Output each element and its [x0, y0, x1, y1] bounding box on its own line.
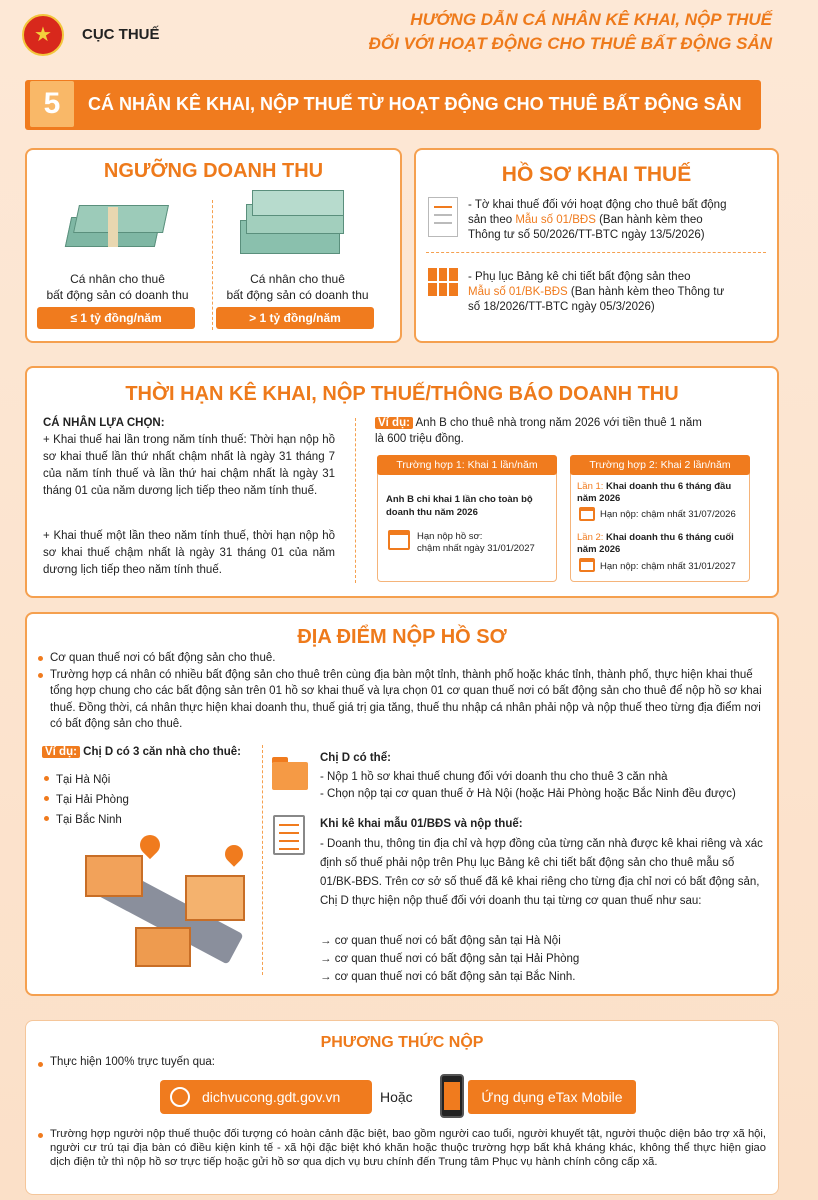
- can-item-2: - Chọn nộp tại cơ quan thuế ở Hà Nội (hoặc Hải Phòng hoặc Bắc Ninh đều được): [320, 788, 736, 800]
- form-title: Khi kê khai mẫu 01/BĐS và nộp thuế:: [320, 818, 523, 830]
- dossier-item1-suffix: (Ban hành kèm theo: [595, 214, 703, 226]
- case2-first-text: Khai doanh thu 6 tháng đầu năm 2026: [577, 481, 732, 504]
- threshold-right-text-1: Cá nhân cho thuê: [250, 272, 345, 286]
- table-grid-icon: [428, 268, 458, 296]
- arrow-icon: →: [320, 935, 335, 947]
- form-text: - Doanh thu, thông tin địa chỉ và hợp đồng của từng căn nhà được kê khai riêng và xác định số thuế phải nộp trên Phụ lục Bảng kê chi tiết bất động sản cho thuê mẫu số 01/BK-BĐS. Trên cơ sở số thuế đã kê khai riêng cho từng địa chỉ nơi có bất động sản, Chị D thực hiện nộp thuế đối với doanh thu tại từng cơ quan thuế như sau:: [320, 838, 763, 907]
- folder-icon: [272, 757, 308, 791]
- deadline-title: THỜI HẠN KÊ KHAI, NỘP THUẾ/THÔNG BÁO DOANH THU: [125, 383, 679, 405]
- form-01-bds-link: Mẫu số 01/BĐS: [515, 214, 596, 226]
- office-text: cơ quan thuế nơi có bất động sản tại Hải Phòng: [334, 953, 580, 965]
- case2-title: Trường hợp 2: Khai 2 lần/năm: [570, 455, 750, 475]
- dossier-item2-line2: [468, 285, 768, 300]
- threshold-left-text-2: bất động sản có doanh thu: [46, 288, 189, 302]
- threshold-left-text-1: Cá nhân cho thuê: [70, 272, 165, 286]
- globe-icon: [170, 1087, 190, 1107]
- can-item-1: - Nộp 1 hồ sơ khai thuế chung đối với doanh thu cho thuê 3 căn nhà: [320, 771, 668, 783]
- threshold-divider: [212, 200, 213, 330]
- header-title-2: ĐỐI VỚI HOẠT ĐỘNG CHO THUÊ BẤT ĐỘNG SẢN: [368, 34, 772, 53]
- location-title: ĐỊA ĐIỂM NỘP HỒ SƠ: [297, 626, 507, 648]
- city-list: [42, 770, 129, 830]
- deadline-option-one: + Khai thuế một lần theo năm tính thuế, thời hạn nộp hồ sơ khai thuế chậm nhất là ngày 31 tháng 01 của năm dương lịch tiếp theo năm tính thuế.: [43, 530, 335, 576]
- document-icon: [428, 197, 458, 237]
- dossier-item2-line1: - Phụ lục Bảng kê chi tiết bất động sản theo: [468, 271, 691, 283]
- threshold-right-text-2: bất động sản có doanh thu: [226, 288, 369, 302]
- location-example: [42, 746, 241, 758]
- location-divider: [262, 745, 263, 975]
- office-list: [320, 932, 579, 986]
- case1-due-2: chậm nhất ngày 31/01/2027: [417, 543, 535, 554]
- dossier-item1-line2: [468, 213, 768, 228]
- dichvucong-link[interactable]: [160, 1080, 372, 1114]
- case2-second-text: Khai doanh thu 6 tháng cuối năm 2026: [577, 532, 734, 555]
- location-bullet-2: Trường hợp cá nhân có nhiều bất động sản cho thuê trên cùng địa bàn một tỉnh, thành phố hoặc khác tỉnh, thành phố, thực hiện khai thuế tổng hợp chung cho các bất động sản trên 01 hồ sơ khai thuế và lựa chọn 01 cơ quan thuế nơi có bất động sản cho thuê để nộp hồ sơ khai thuế. Đồng thời, cá nhân thực hiện khai doanh thu, thuế giá trị gia tăng, thuế thu nhập cá nhân phải nộp và nộp thuế theo từng địa điểm nơi có bất động sản cho thuê.: [36, 667, 772, 733]
- office-item: [320, 968, 579, 986]
- phone-icon: [440, 1074, 464, 1118]
- agency-name: CỤC THUẾ: [82, 26, 160, 43]
- case1-text: Anh B chỉ khai 1 lần cho toàn bộ doanh thu năm 2026: [386, 494, 533, 518]
- case1-due-1: Hạn nộp hồ sơ:: [417, 531, 483, 542]
- location-bullets: [36, 650, 772, 733]
- dossier-divider: [426, 252, 766, 253]
- header-title-1: HƯỚNG DẪN CÁ NHÂN KÊ KHAI, NỘP THUẾ: [410, 10, 772, 29]
- threshold-right-pill: > 1 tỷ đồng/năm: [216, 307, 374, 329]
- case2-first-tag: Lần 1:: [577, 481, 604, 492]
- case2-due-1: Hạn nộp: chậm nhất 31/07/2026: [600, 509, 736, 520]
- dossier-item2-suffix: (Ban hành kèm theo Thông tư: [567, 286, 725, 298]
- example-text-2: là 600 triệu đồng.: [375, 433, 464, 445]
- calendar-icon: [579, 507, 595, 521]
- payment-special-text: Trường hợp người nộp thuế thuộc đối tượng có hoàn cảnh đặc biệt, bao gồm người cao tuổi, người khuyết tật, người thuộc diện bảo trợ xã hội, người cư trú tại địa bàn có điều kiện kinh tế - xã hội đặc biệt khó khăn hoặc thuộc trường hợp bất khả kháng khác, không thể thực hiện giao dịch điện tử thì nộp hồ sơ trực tiếp hoặc gửi hồ sơ qua dịch vụ bưu chính đến Trung tâm Phục vụ hành chính công cấp xã.: [36, 1127, 766, 1169]
- deadline-choice-label: CÁ NHÂN LỰA CHỌN:: [43, 417, 165, 429]
- or-text: Hoặc: [380, 1089, 413, 1105]
- money-large-image: [240, 190, 350, 260]
- case2-due-2: Hạn nộp: chậm nhất 31/01/2027: [600, 561, 736, 572]
- deadline-option-two: + Khai thuế hai lần trong năm tính thuế: Thời hạn nộp hồ sơ khai thuế lần thứ nhất chậm nhất là ngày 31 tháng 7 của năm tính thuế và lần thứ hai chậm nhất là ngày 31 tháng 01 của năm dương lịch tiếp theo năm tính thuế.: [43, 434, 335, 497]
- deadline-example: [375, 415, 770, 447]
- city-item: Tại Bắc Ninh: [42, 810, 129, 830]
- office-text: cơ quan thuế nơi có bất động sản tại Bắc Ninh.: [334, 971, 576, 983]
- dossier-item1-line1: - Tờ khai thuế đối với hoạt động cho thuê bất động: [468, 199, 727, 211]
- dossier-title: HỒ SƠ KHAI THUẾ: [501, 163, 692, 186]
- arrow-icon: →: [320, 971, 335, 983]
- section-title: CÁ NHÂN KÊ KHAI, NỘP THUẾ TỪ HOẠT ĐỘNG CHO THUÊ BẤT ĐỘNG SẢN: [88, 94, 742, 114]
- form-01-bk-bds-link: Mẫu số 01/BK-BĐS: [468, 286, 568, 298]
- location-example-text: Chị D có 3 căn nhà cho thuê:: [79, 746, 241, 758]
- dossier-item1-prefix: sản theo: [468, 214, 516, 226]
- calendar-icon: [388, 530, 410, 550]
- threshold-title: NGƯỠNG DOANH THU: [103, 160, 324, 182]
- dossier-item2-line3: số 18/2026/TT-BTC ngày 05/3/2026): [468, 301, 655, 313]
- can-title: Chị D có thể:: [320, 752, 391, 764]
- payment-online-text: Thực hiện 100% trực tuyến qua:: [36, 1056, 215, 1068]
- emblem-logo: [22, 14, 64, 56]
- city-item: Tại Hải Phòng: [42, 790, 129, 810]
- payment-title: PHƯƠNG THỨC NỘP: [320, 1034, 484, 1051]
- etax-app-button[interactable]: Ứng dụng eTax Mobile: [468, 1080, 636, 1114]
- example-tag: Ví dụ:: [375, 417, 413, 429]
- location-bullet-1: Cơ quan thuế nơi có bất động sản cho thuê.: [36, 650, 772, 667]
- payment-bullet-1: [36, 1056, 215, 1068]
- office-item: [320, 932, 579, 950]
- case2-second: [577, 532, 747, 556]
- dossier-item1-line3: Thông tư số 50/2026/TT-BTC ngày 13/5/2026): [468, 229, 705, 241]
- star-icon: ★: [34, 24, 52, 46]
- case2-second-tag: Lần 2:: [577, 532, 604, 543]
- example-tag: Ví dụ:: [42, 746, 80, 758]
- dossier-item2: [468, 270, 768, 315]
- dichvucong-url: dichvucong.gdt.gov.vn: [202, 1089, 341, 1105]
- office-text: cơ quan thuế nơi có bất động sản tại Hà Nội: [334, 935, 561, 947]
- section-number: 5: [30, 81, 74, 127]
- payment-bullet-2: [36, 1127, 766, 1169]
- checklist-icon: [273, 815, 305, 855]
- case1-title: Trường hợp 1: Khai 1 lần/năm: [377, 455, 557, 475]
- city-map-illustration: [75, 835, 255, 980]
- deadline-divider: [355, 418, 356, 583]
- money-small-image: [68, 195, 168, 257]
- office-item: [320, 950, 579, 968]
- calendar-icon: [579, 558, 595, 572]
- threshold-left-pill: ≤ 1 tỷ đồng/năm: [37, 307, 195, 329]
- case2-first: [577, 481, 747, 505]
- arrow-icon: →: [320, 953, 335, 965]
- example-text: Anh B cho thuê nhà trong năm 2026 với tiền thuê 1 năm: [412, 417, 702, 429]
- city-item: Tại Hà Nội: [42, 770, 129, 790]
- dossier-item1: [468, 198, 768, 243]
